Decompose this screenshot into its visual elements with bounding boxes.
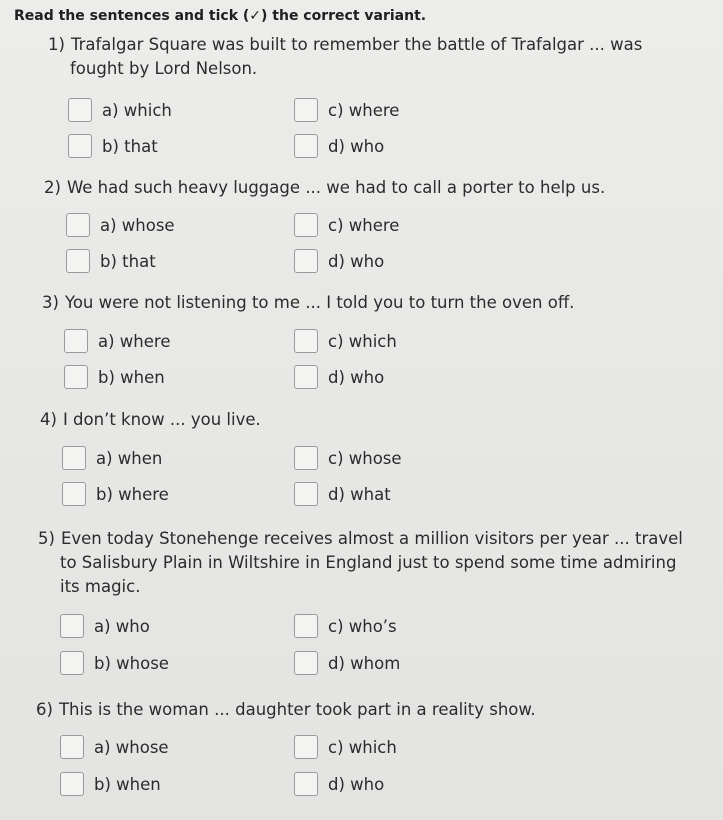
question-6 — [36, 698, 636, 722]
checkbox[interactable] — [294, 482, 318, 506]
q6-option-d[interactable] — [294, 772, 384, 796]
q1-option-a[interactable] — [68, 98, 172, 122]
question-text-line: We had such heavy luggage ... we had to call a porter to help us. — [66, 178, 606, 197]
option-label: c) where — [328, 215, 400, 235]
q5-option-a[interactable] — [60, 614, 150, 638]
option-label: a) where — [98, 331, 171, 351]
option-label: b) that — [102, 136, 158, 156]
checkbox[interactable] — [66, 213, 90, 237]
q2-option-d[interactable] — [294, 249, 384, 273]
question-number: 1) — [48, 35, 65, 54]
question-number: 3) — [42, 293, 59, 312]
q3-option-c[interactable] — [294, 329, 397, 353]
q4-option-a[interactable] — [62, 446, 162, 470]
checkbox[interactable] — [294, 651, 318, 675]
question-text-line: This is the woman ... daughter took part in a reality show. — [58, 700, 536, 719]
q1-option-c[interactable] — [294, 98, 399, 122]
option-label: d) what — [328, 484, 391, 504]
question-5 — [38, 527, 702, 599]
q2-option-c[interactable] — [294, 213, 399, 237]
option-label: c) whose — [328, 448, 402, 468]
option-label: c) who’s — [328, 616, 397, 636]
question-text-line: its magic. — [60, 577, 141, 596]
instruction-heading: Read the sentences and tick (✓) the correct variant. — [14, 8, 427, 24]
option-label: b) when — [98, 367, 165, 387]
q1-option-b[interactable] — [68, 134, 158, 158]
option-label: c) which — [328, 737, 397, 757]
checkbox[interactable] — [294, 249, 318, 273]
q2-option-a[interactable] — [66, 213, 175, 237]
checkbox[interactable] — [294, 772, 318, 796]
option-label: a) who — [94, 616, 150, 636]
q4-option-c[interactable] — [294, 446, 402, 470]
option-label: a) whose — [94, 737, 169, 757]
question-text-line: to Salisbury Plain in Wiltshire in England just to spend some time admiring — [60, 553, 677, 572]
checkbox[interactable] — [294, 735, 318, 759]
question-1 — [48, 33, 648, 81]
checkbox[interactable] — [294, 446, 318, 470]
checkbox[interactable] — [294, 329, 318, 353]
option-label: b) whose — [94, 653, 169, 673]
q3-option-b[interactable] — [64, 365, 165, 389]
q6-option-c[interactable] — [294, 735, 397, 759]
question-text-line: Even today Stonehenge receives almost a million visitors per year ... travel — [60, 529, 683, 548]
option-label: a) which — [102, 100, 172, 120]
question-text-line: Trafalgar Square was built to remember the battle of Trafalgar ... was — [70, 35, 643, 54]
checkbox[interactable] — [294, 98, 318, 122]
option-label: d) who — [328, 774, 385, 794]
checkbox[interactable] — [68, 134, 92, 158]
q2-option-b[interactable] — [66, 249, 156, 273]
q3-option-a[interactable] — [64, 329, 170, 353]
q6-option-a[interactable] — [60, 735, 169, 759]
q5-option-b[interactable] — [60, 651, 169, 675]
checkbox[interactable] — [294, 614, 318, 638]
option-label: c) which — [328, 331, 397, 351]
option-label: b) that — [100, 251, 156, 271]
q5-option-d[interactable] — [294, 651, 400, 675]
question-number: 5) — [38, 529, 55, 548]
checkbox[interactable] — [294, 134, 318, 158]
checkbox[interactable] — [60, 735, 84, 759]
option-label: d) who — [328, 367, 385, 387]
question-text-line: I don’t know ... you live. — [62, 410, 261, 429]
q3-option-d[interactable] — [294, 365, 384, 389]
q4-option-b[interactable] — [62, 482, 169, 506]
question-text-line: fought by Lord Nelson. — [70, 59, 258, 78]
question-3 — [42, 291, 642, 315]
option-label: b) where — [96, 484, 169, 504]
question-number: 2) — [44, 178, 61, 197]
option-label: c) where — [328, 100, 400, 120]
checkbox[interactable] — [294, 365, 318, 389]
checkbox[interactable] — [66, 249, 90, 273]
checkbox[interactable] — [64, 329, 88, 353]
option-label: d) whom — [328, 653, 401, 673]
question-text-line: You were not listening to me ... I told you to turn the oven off. — [64, 293, 575, 312]
question-4 — [40, 408, 640, 432]
option-label: a) when — [96, 448, 163, 468]
option-label: a) whose — [100, 215, 175, 235]
checkbox[interactable] — [68, 98, 92, 122]
question-2 — [44, 176, 644, 200]
checkbox[interactable] — [62, 446, 86, 470]
q1-option-d[interactable] — [294, 134, 384, 158]
question-number: 4) — [40, 410, 57, 429]
q6-option-b[interactable] — [60, 772, 161, 796]
checkbox[interactable] — [64, 365, 88, 389]
q4-option-d[interactable] — [294, 482, 391, 506]
checkbox[interactable] — [60, 772, 84, 796]
checkbox[interactable] — [60, 651, 84, 675]
checkbox[interactable] — [294, 213, 318, 237]
option-label: b) when — [94, 774, 161, 794]
option-label: d) who — [328, 136, 385, 156]
option-label: d) who — [328, 251, 385, 271]
checkbox[interactable] — [62, 482, 86, 506]
q5-option-c[interactable] — [294, 614, 397, 638]
checkbox[interactable] — [60, 614, 84, 638]
question-number: 6) — [36, 700, 53, 719]
